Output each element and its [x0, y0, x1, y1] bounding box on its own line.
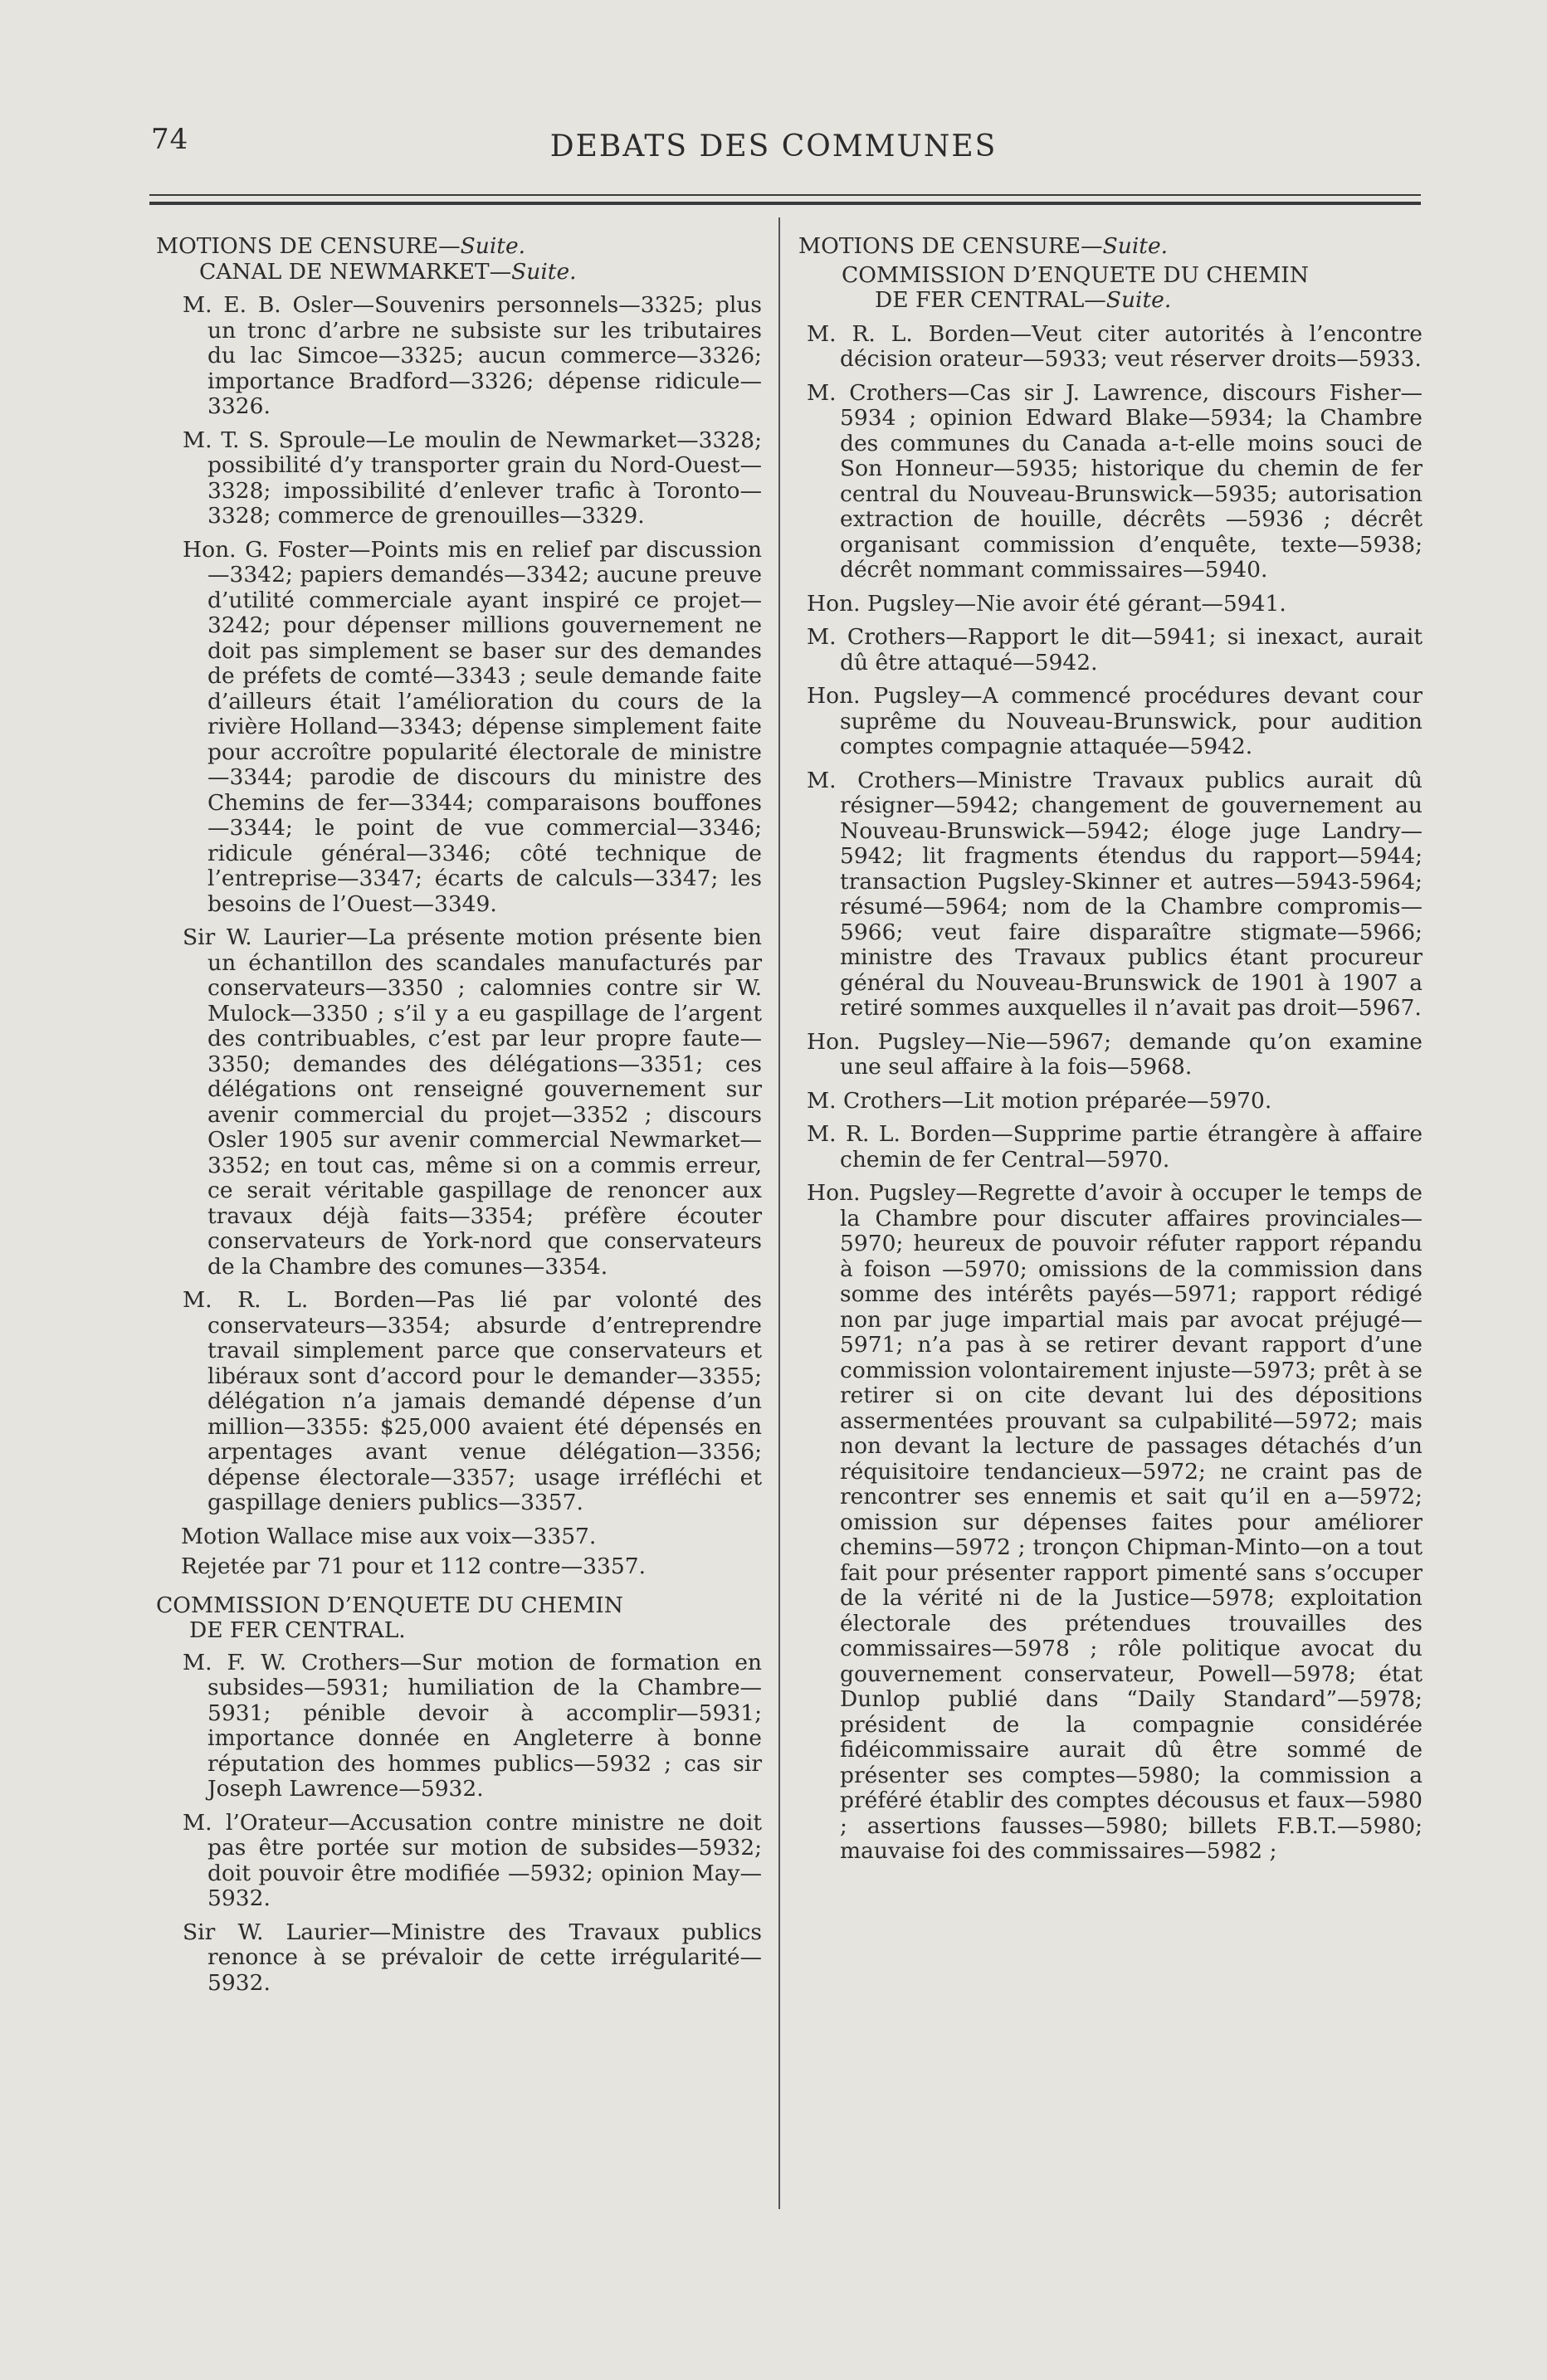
index-entry: M. R. L. Borden—Supprime partie étrangère à affaire chemin de fer Central—5970.	[807, 1121, 1423, 1173]
section-heading: MOTIONS DE CENSURE—Suite.	[156, 233, 526, 259]
index-entry: Sir W. Laurier—Ministre des Travaux publics renonce à se prévaloir de cette irrégularité—5932.	[183, 1919, 762, 1996]
left-column	[156, 234, 762, 2004]
index-entry: M. Crothers—Ministre Travaux publics aurait dû résigner—5942; changement de gouvernement au Nouveau-Brunswick—5942; éloge juge Landry—5942; lit fragments étendus du rapport—5944; transaction Pugsley-Skinner et autres—5943-5964; résumé—5964; nom de la Chambre compromis—5966; veut faire disparaître stigmate—5966; ministre des Travaux publics étant procureur général du Nouveau-Brunswick de 1901 à 1907 a retiré sommes auxquelles il n’avait pas droit—5967.	[807, 767, 1423, 1021]
header-rule-thick	[149, 202, 1421, 205]
motion-line: Motion Wallace mise aux voix—3357.	[181, 1523, 597, 1549]
index-entry: M. R. L. Borden—Pas lié par volonté des conservateurs—3354; absurde d’entreprendre travail simplement parce que conservateurs et libéraux sont d’accord pour le demander—3355; délégation n’a jamais demandé dépense d’un million—3355: $25,000 avaient été dépensés en arpentages avant venue délégation—3356; dépense électorale—3357; usage irréfléchi et gaspillage deniers publics—3357.	[183, 1287, 762, 1515]
right-column	[798, 234, 1423, 1873]
running-head: DEBATS DES COMMUNES	[549, 129, 998, 163]
index-entry: M. T. S. Sproule—Le moulin de Newmarket—3328; possibilité d’y transporter grain du Nord-Ouest—3328; impossibilité d’enlever trafic à Toronto—3328; commerce de grenouilles—3329.	[183, 427, 762, 529]
subsection-heading-2: COMMISSION D’ENQUETE DU CHEMIN DE FER CENTRAL.	[156, 1592, 623, 1643]
index-entry: Hon. Pugsley—A commencé procédures devant cour suprême du Nouveau-Brunswick, pour audition comptes compagnie attaquée—5942.	[807, 683, 1423, 759]
index-entry: Hon. Pugsley—Regrette d’avoir à occuper le temps de la Chambre pour discuter affaires provinciales—5970; heureux de pouvoir réfuter rapport répandu à foison —5970; omissions de la commission dans somme des intérêts payés—5971; rapport rédigé non par juge impartial mais par avocat préjugé—5971; n’a pas à se retirer devant rapport d’une commission volontairement injuste—5973; prêt à se retirer si on cite devant lui des dépositions assermentées prouvant sa culpabilité—5972; mais non devant la lecture de passages détachés d’un réquisitoire tendancieux—5972; ne craint pas de rencontrer ses ennemis et sait qu’il en a—5972; omission sur dépenses faites pour améliorer chemins—5972 ; tronçon Chipman-Minto—on a tout fait pour présenter rapport pimenté sans s’occuper de la vérité ni de la Justice—5978; exploitation électorale des prétendues trouvailles des commissaires—5978 ; rôle politique avocat du gouvernement conservateur, Powell—5978; état Dunlop publié dans “Daily Standard”—5978; président de la compagnie considérée fidéicommissaire aurait dû être sommé de présenter ses comptes—5980; la commission a préféré établir des comptes décousus et faux—5980 ; assertions fausses—5980; billets F.B.T.—5980; mauvaise foi des commissaires—5982 ;	[807, 1180, 1423, 1864]
index-entry: M. l’Orateur—Accusation contre ministre ne doit pas être portée sur motion de subsides—5932; doit pouvoir être modifiée —5932; opinion May—5932.	[183, 1809, 762, 1911]
index-entry: M. Crothers—Rapport le dit—5941; si inexact, aurait dû être attaqué—5942.	[807, 624, 1423, 675]
index-entry: Hon. Pugsley—Nie—5967; demande qu’on examine une seul affaire à la fois—5968.	[807, 1028, 1423, 1080]
subsection-heading: COMMISSION D’ENQUETE DU CHEMIN DE FER CENTRAL—Suite.	[842, 261, 1309, 313]
column-divider	[778, 217, 780, 2209]
index-entry: M. R. L. Borden—Veut citer autorités à l’encontre décision orateur—5933; veut réserver droits—5933.	[807, 320, 1423, 372]
index-entry: M. Crothers—Lit motion préparée—5970.	[807, 1087, 1272, 1114]
section-heading: MOTIONS DE CENSURE—Suite.	[798, 233, 1169, 259]
index-entry: M. E. B. Osler—Souvenirs personnels—3325; plus un tronc d’arbre ne subsiste sur les tributaires du lac Simcoe—3325; aucun commerce—3326; importance Bradford—3326; dépense ridicule—3326.	[183, 292, 762, 419]
index-entry: Hon. G. Foster—Points mis en relief par discussion—3342; papiers demandés—3342; aucune preuve d’utilité commerciale ayant inspiré ce projet—3242; pour dépenser millions gouvernement ne doit pas simplement se baser sur des demandes de préfets de comté—3343 ; seule demande faite d’ailleurs était l’amélioration du cours de la rivière Holland—3343; dépense simplement faite pour accroître popularité électorale de ministre—3344; parodie de discours du ministre des Chemins de fer—3344; comparaisons bouffones—3344; le point de vue commercial—3346; ridicule général—3346; côté technique de l’entreprise—3347; écarts de calculs—3347; les besoins de l’Ouest—3349.	[183, 536, 762, 917]
header-rule-thin	[149, 194, 1421, 196]
rejected-line: Rejetée par 71 pour et 112 contre—3357.	[181, 1553, 647, 1579]
index-entry: M. Crothers—Cas sir J. Lawrence, discours Fisher—5934 ; opinion Edward Blake—5934; la Chambre des communes du Canada a-t-elle moins souci de Son Honneur—5935; historique du chemin de fer central du Nouveau-Brunswick—5935; autorisation extraction de houille, décrêts —5936 ; décrêt organisant commission d’enquête, texte—5938; décrêt nommant commissaires—5940.	[807, 379, 1423, 583]
index-entry: Hon. Pugsley—Nie avoir été gérant—5941.	[807, 590, 1286, 617]
subsection-heading: CANAL DE NEWMARKET—Suite.	[199, 258, 577, 285]
page-number: 74	[151, 123, 189, 156]
index-entry: Sir W. Laurier—La présente motion présente bien un échantillon des scandales manufacturés par conservateurs—3350 ; calomnies contre sir W. Mulock—3350 ; s’il y a eu gaspillage de l’argent des contribuables, c’est par leur propre faute—3350; demandes des délégations—3351; ces délégations ont renseigné gouvernement sur avenir commercial du projet—3352 ; discours Osler 1905 sur avenir commercial Newmarket—3352; en tout cas, même si on a commis erreur, ce serait véritable gaspillage de renoncer aux travaux déjà faits—3354; préfère écouter conservateurs de York-nord que conservateurs de la Chambre des comunes—3354.	[183, 924, 762, 1280]
index-entry: M. F. W. Crothers—Sur motion de formation en subsides—5931; humiliation de la Chambre—5931; pénible devoir à accomplir—5931; importance donnée en Angleterre à bonne réputation des hommes publics—5932 ; cas sir Joseph Lawrence—5932.	[183, 1649, 762, 1802]
